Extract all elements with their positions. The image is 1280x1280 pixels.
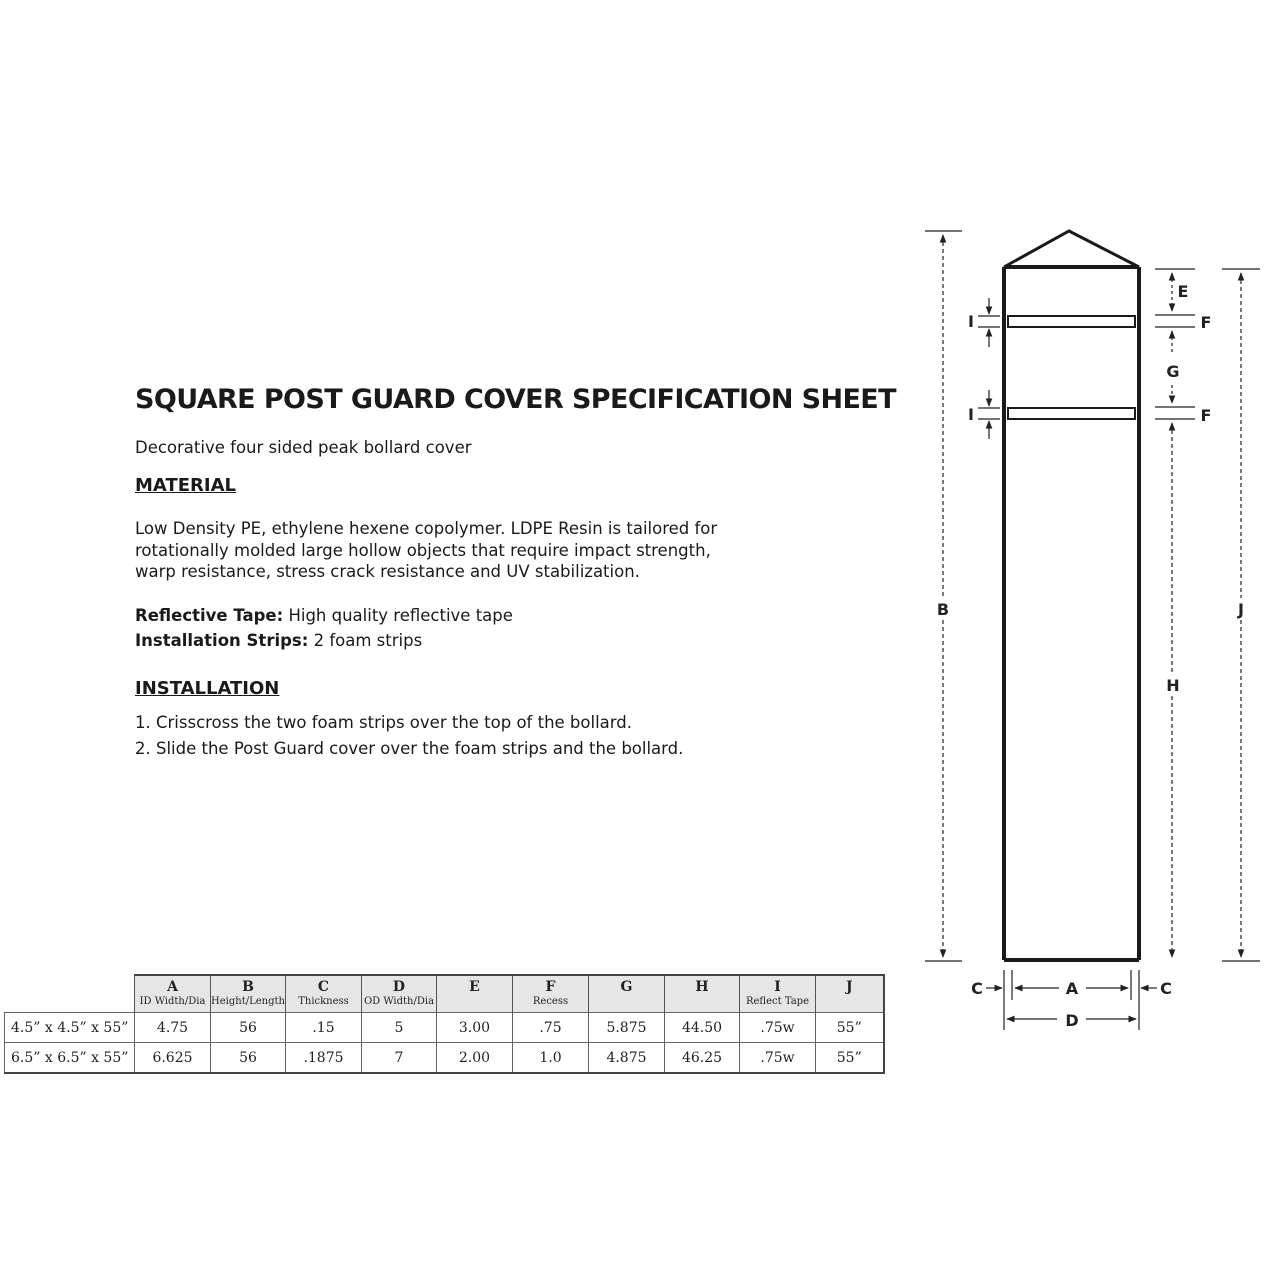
dimension-e <box>1155 269 1195 315</box>
dimension-b <box>925 231 962 961</box>
table-cell: 46.25 <box>665 1043 740 1074</box>
table-cell: 5 <box>362 1013 437 1043</box>
table-cell: 56 <box>211 1043 286 1074</box>
label-b: B <box>936 600 950 619</box>
table-cell: 56 <box>211 1013 286 1043</box>
installation-strips-value: 2 foam strips <box>308 631 423 650</box>
installation-strips-line <box>135 631 422 650</box>
row-label: 6.5” x 6.5” x 55” <box>5 1043 135 1074</box>
bollard-outline <box>1004 231 1139 960</box>
label-f: F <box>1200 406 1212 425</box>
tape-recess-lower <box>1008 408 1135 419</box>
column-header-b: B Height/Length <box>211 975 286 1013</box>
table-cell: 5.875 <box>589 1013 665 1043</box>
spec-table <box>4 974 885 1074</box>
table-cell: .75w <box>740 1043 816 1074</box>
installation-step: 2. Slide the Post Guard cover over the foam strips and the bollard. <box>135 739 684 758</box>
column-header-d: D OD Width/Dia <box>362 975 437 1013</box>
label-h: H <box>1166 676 1180 695</box>
table-cell: .75w <box>740 1013 816 1043</box>
table-cell: .1875 <box>286 1043 362 1074</box>
table-cell: 6.625 <box>135 1043 211 1074</box>
label-j: J <box>1238 600 1244 619</box>
installation-step: 1. Crisscross the two foam strips over the top of the bollard. <box>135 713 632 732</box>
table-cell: .15 <box>286 1013 362 1043</box>
label-d: D <box>1065 1011 1079 1030</box>
page-title: SQUARE POST GUARD COVER SPECIFICATION SHEET <box>135 384 896 415</box>
installation-strips-label: Installation Strips: <box>135 631 309 650</box>
subtitle: Decorative four sided peak bollard cover <box>135 438 472 457</box>
table-cell: 4.75 <box>135 1013 211 1043</box>
table-cell: 55” <box>816 1043 884 1074</box>
table-corner <box>5 975 135 1013</box>
table-header-row <box>5 975 884 1013</box>
row-label: 4.5” x 4.5” x 55” <box>5 1013 135 1043</box>
material-heading: MATERIAL <box>135 475 236 496</box>
column-header-f: F Recess <box>513 975 589 1013</box>
column-header-e: E <box>437 975 513 1013</box>
label-c: C <box>1160 979 1172 998</box>
reflective-tape-label: Reflective Tape: <box>135 606 284 625</box>
table-cell: 2.00 <box>437 1043 513 1074</box>
dimension-i-upper <box>978 298 1000 347</box>
table-cell: 1.0 <box>513 1043 589 1074</box>
installation-heading: INSTALLATION <box>135 678 280 699</box>
column-header-a: A ID Width/Dia <box>135 975 211 1013</box>
column-header-h: H <box>665 975 740 1013</box>
column-header-c: C Thickness <box>286 975 362 1013</box>
column-header-j: J <box>816 975 884 1013</box>
label-i: I <box>968 312 974 331</box>
dimension-i-lower <box>978 390 1000 439</box>
label-c: C <box>971 979 983 998</box>
tape-recess-upper <box>1008 316 1135 327</box>
table-cell: .75 <box>513 1013 589 1043</box>
label-i: I <box>968 405 974 424</box>
material-description: Low Density PE, ethylene hexene copolymer. LDPE Resin is tailored for rotationally molded large hollow objects that require impact strength, warp resistance, stress crack resistance and UV stabilization. <box>135 519 718 581</box>
label-g: G <box>1166 362 1180 381</box>
table-cell: 55” <box>816 1013 884 1043</box>
table-cell: 7 <box>362 1043 437 1074</box>
table-cell: 44.50 <box>665 1013 740 1043</box>
label-f: F <box>1200 313 1212 332</box>
label-a: A <box>1065 979 1079 998</box>
reflective-tape-value: High quality reflective tape <box>283 606 513 625</box>
label-e: E <box>1177 282 1189 301</box>
table-cell: 4.875 <box>589 1043 665 1074</box>
table-row <box>5 1043 884 1074</box>
reflective-tape-line <box>135 606 513 625</box>
table-row <box>5 1013 884 1043</box>
column-header-i: I Reflect Tape <box>740 975 816 1013</box>
column-header-g: G <box>589 975 665 1013</box>
bollard-dimension-diagram <box>900 220 1280 1040</box>
table-cell: 3.00 <box>437 1013 513 1043</box>
